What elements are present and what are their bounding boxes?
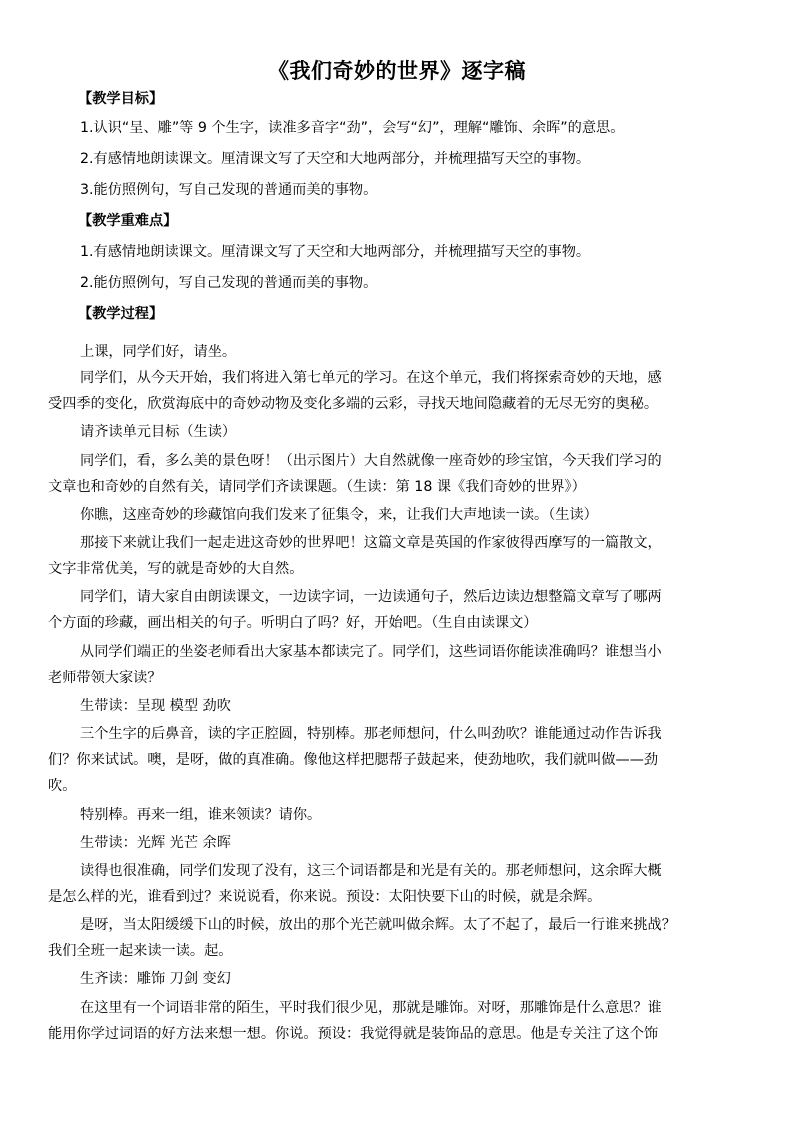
text-line: 我们全班一起来读一读。起。	[48, 943, 233, 959]
text-line: 能用你学过词语的好方法来想一想。你说。预设：我觉得就是装饰品的意思。他是专关注了这个饰	[48, 1026, 659, 1042]
text-line: 读得也很准确，同学们发现了没有，这三个词语都是和光是有关的。那老师想问，这余晖大概	[80, 863, 662, 879]
text-line: 生带读：光辉 光芒 余晖	[80, 835, 231, 851]
text-line: 三个生字的后鼻音，读的字正腔圆，特别棒。那老师想问，什么叫劲吹？谁能通过动作告诉我	[80, 726, 662, 742]
text-line: 特别棒。再来一组，谁来领读？请你。	[80, 807, 322, 823]
text-line: 是呀，当太阳缓缓下山的时候，放出的那个光芒就叫做余辉。太了不起了，最后一行谁来挑战？	[80, 917, 676, 933]
process-heading: 【教学过程】	[78, 306, 164, 322]
goal-item: 2.有感情地朗读课文。厘清课文写了天空和大地两部分，并梳理描写天空的事物。	[80, 151, 591, 167]
text-line: 文章也和奇妙的自然有关，请同学们齐读课题。（生读：第 18 课《我们奇妙的世界》）	[48, 479, 586, 495]
text-line: 老师带领大家读？	[48, 670, 162, 686]
text-line: 你瞧，这座奇妙的珍藏馆向我们发来了征集令，来，让我们大声地读一读。（生读）	[80, 507, 598, 523]
key-points-heading: 【教学重难点】	[78, 213, 178, 229]
text-line: 受四季的变化，欣赏海底中的奇妙动物及变化多端的云彩，寻找天地间隐藏着的无尽无穷的奥秘。	[48, 396, 659, 412]
page-title: 《我们奇妙的世界》逐字稿	[268, 59, 526, 83]
text-line: 在这里有一个词语非常的陌生，平时我们很少见，那就是雕饰。对呀，那雕饰是什么意思？谁	[80, 1000, 662, 1016]
key-point-item: 2.能仿照例句，写自己发现的普通而美的事物。	[80, 275, 378, 291]
text-line: 生带读：呈现 模型 劲吹	[80, 698, 231, 714]
goals-heading: 【教学目标】	[78, 91, 164, 107]
text-line: 们？你来试试。噢，是呀，做的真准确。像他这样把腮帮子鼓起来，使劲地吹，我们就叫做——劲	[48, 752, 659, 768]
text-line: 请齐读单元目标（生读）	[80, 424, 237, 440]
text-line: 同学们，看，多么美的景色呀！（出示图片）大自然就像一座奇妙的珍宝馆，今天我们学习的	[80, 453, 662, 469]
text-line: 同学们，从今天开始，我们将进入第七单元的学习。在这个单元，我们将探索奇妙的天地，感	[80, 370, 662, 386]
text-line: 是怎么样的光，谁看到过？来说说看，你来说。预设：太阳快要下山的时候，就是余辉。	[48, 889, 602, 905]
text-line: 同学们，请大家自由朗读课文，一边读字词，一边读通句子，然后边读边想整篇文章写了哪两	[80, 589, 662, 605]
text-line: 文字非常优美，写的就是奇妙的大自然。	[48, 561, 304, 577]
text-line: 个方面的珍藏，画出相关的句子。听明白了吗？好，开始吧。（生自由读课文）	[48, 615, 538, 631]
text-line: 上课，同学们好，请坐。	[80, 344, 237, 360]
text-line: 生齐读：雕饰 刀剑 变幻	[80, 971, 231, 987]
text-line: 吹。	[48, 778, 77, 794]
text-line: 那接下来就让我们一起走进这奇妙的世界吧！这篇文章是英国的作家彼得西摩写的一篇散文，	[80, 535, 662, 551]
text-line: 从同学们端正的坐姿老师看出大家基本都读完了。同学们，这些词语你能读准确吗？谁想当小	[80, 644, 662, 660]
goal-item: 1.认识“呈、雕”等 9 个生字，读准多音字“劲”，会写“幻”，理解“雕饰、余晖”的意思。	[80, 120, 625, 136]
key-point-item: 1.有感情地朗读课文。厘清课文写了天空和大地两部分，并梳理描写天空的事物。	[80, 244, 591, 260]
goal-item: 3.能仿照例句，写自己发现的普通而美的事物。	[80, 182, 378, 198]
